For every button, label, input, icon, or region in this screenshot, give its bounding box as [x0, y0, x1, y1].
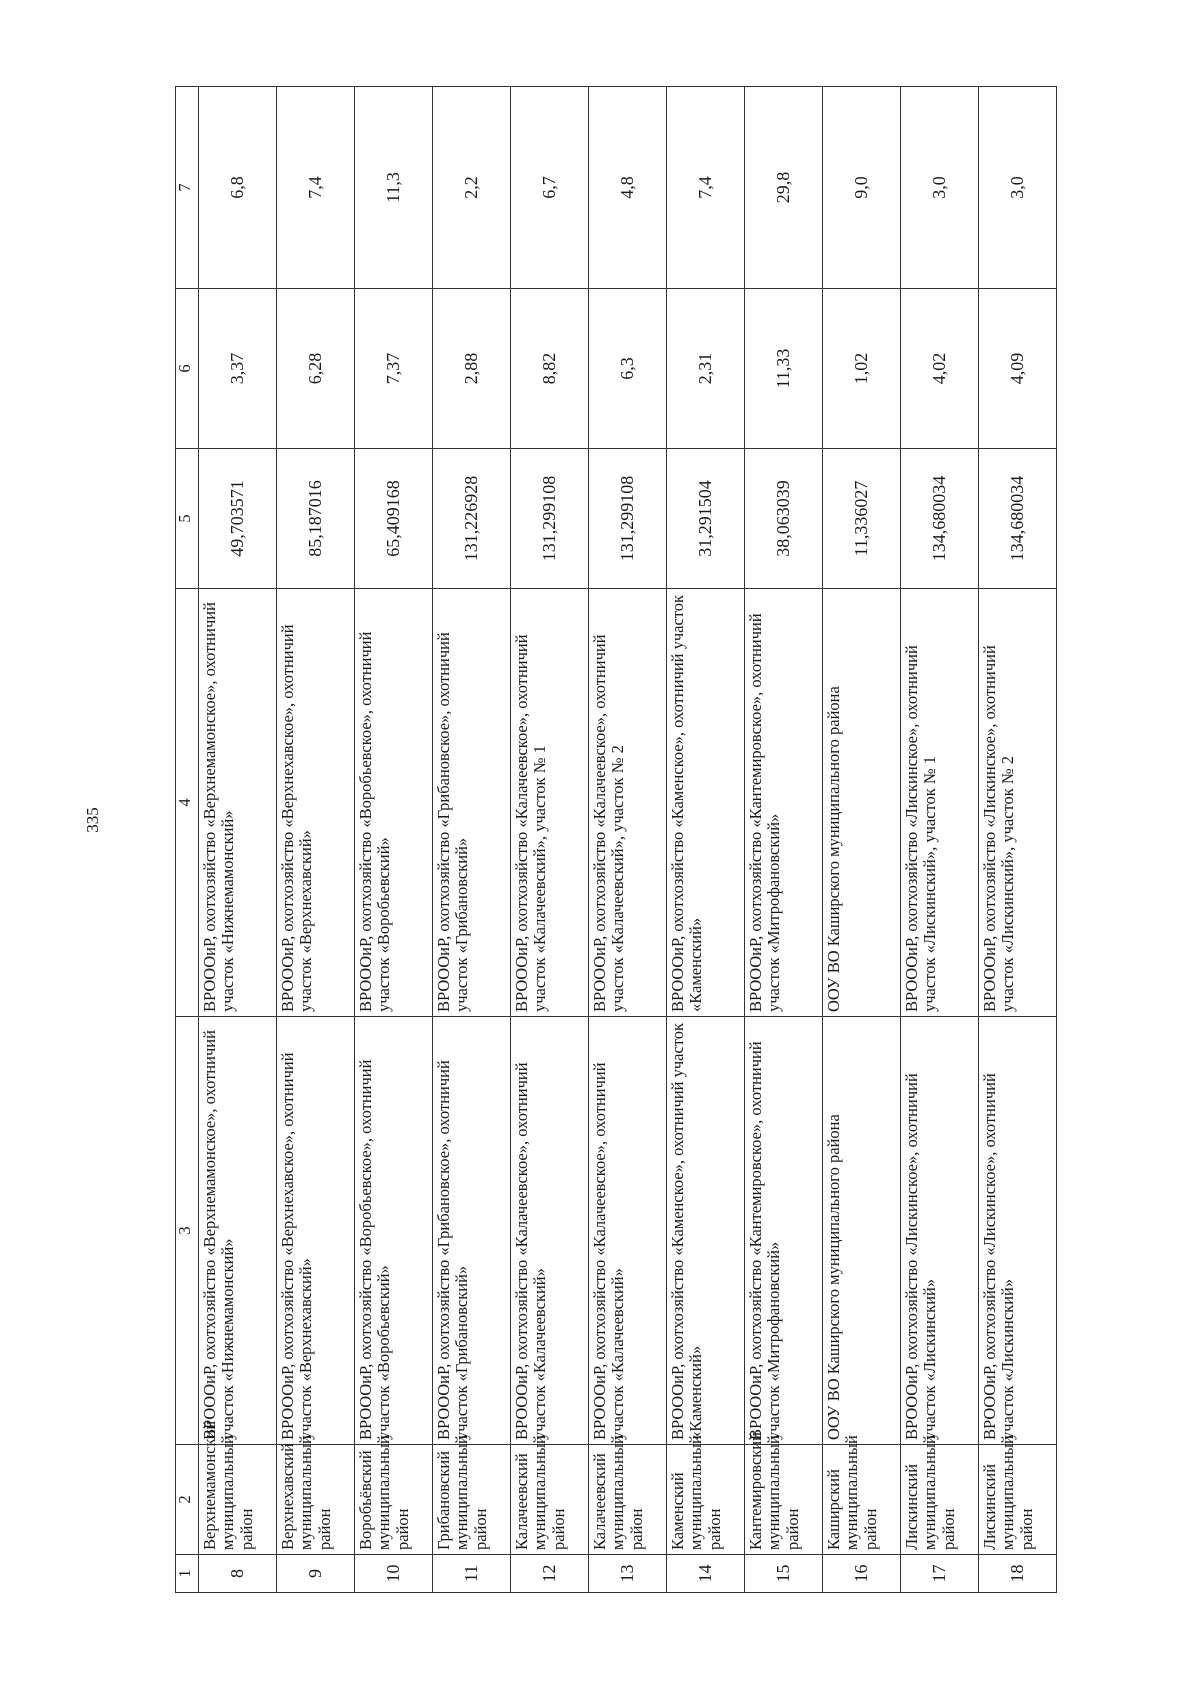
- col6-value-cell: 1,02: [823, 289, 901, 449]
- table-row: [589, 87, 667, 1593]
- table-row: [511, 87, 589, 1593]
- holder-old-cell: ВРОООиР, охотхозяйство «Лискинское», охотничий участок «Лискинский»: [901, 1017, 979, 1445]
- district-cell: Грибановский муниципальный район: [433, 1445, 511, 1555]
- col7-value-cell: 6,7: [511, 87, 589, 289]
- holder-new-cell: ВРОООиР, охотхозяйство «Кантемировское», охотничий участок «Митрофановский»: [745, 589, 823, 1017]
- table-row: [901, 87, 979, 1593]
- district-cell: Каширский муниципальный район: [823, 1445, 901, 1555]
- row-number-cell: 8: [199, 1555, 277, 1593]
- data-table: [175, 86, 1057, 1593]
- holder-new-cell: ВРОООиР, охотхозяйство «Верхнехавское», охотничий участок «Верхнехавский»: [277, 589, 355, 1017]
- col5-value-cell: 49,703571: [199, 449, 277, 589]
- holder-old-cell: ВРОООиР, охотхозяйство «Кантемировское», охотничий участок «Митрофановский»: [745, 1017, 823, 1445]
- row-number-cell: 16: [823, 1555, 901, 1593]
- holder-new-cell: ВРОООиР, охотхозяйство «Калачеевское», охотничий участок «Калачеевский», участок № 2: [589, 589, 667, 1017]
- row-number-cell: 18: [979, 1555, 1057, 1593]
- col7-value-cell: 3,0: [901, 87, 979, 289]
- col5-value-cell: 131,299108: [511, 449, 589, 589]
- district-cell: Каменский муниципальный район: [667, 1445, 745, 1555]
- holder-new-cell: ООУ ВО Каширского муниципального района: [823, 589, 901, 1017]
- holder-new-cell: ВРОООиР, охотхозяйство «Лискинское», охотничий участок «Лискинский», участок № 2: [979, 589, 1057, 1017]
- col7-value-cell: 9,0: [823, 87, 901, 289]
- row-number-cell: 10: [355, 1555, 433, 1593]
- row-number-cell: 9: [277, 1555, 355, 1593]
- col-header-2: 2: [176, 1445, 199, 1555]
- col6-value-cell: 6,28: [277, 289, 355, 449]
- table-rotated-wrapper: [175, 87, 1200, 1593]
- table-row: [745, 87, 823, 1593]
- row-number-cell: 15: [745, 1555, 823, 1593]
- table-body: [199, 87, 1057, 1593]
- district-cell: Калачеевский муниципальный район: [511, 1445, 589, 1555]
- col6-value-cell: 4,09: [979, 289, 1057, 449]
- col6-value-cell: 6,3: [589, 289, 667, 449]
- col-header-5: 5: [176, 449, 199, 589]
- col7-value-cell: 3,0: [979, 87, 1057, 289]
- col-header-4: 4: [176, 589, 199, 1017]
- holder-old-cell: ВРОООиР, охотхозяйство «Калачеевское», охотничий участок «Калачеевский»: [589, 1017, 667, 1445]
- table-row: [355, 87, 433, 1593]
- holder-new-cell: ВРОООиР, охотхозяйство «Верхнемамонское», охотничий участок «Нижнемамонский»: [199, 589, 277, 1017]
- col5-value-cell: 85,187016: [277, 449, 355, 589]
- row-number-cell: 17: [901, 1555, 979, 1593]
- col5-value-cell: 11,336027: [823, 449, 901, 589]
- page-number: 335: [82, 807, 102, 833]
- holder-old-cell: ВРОООиР, охотхозяйство «Верхнемамонское», охотничий участок «Нижнемамонский»: [199, 1017, 277, 1445]
- table-container: [175, 87, 1200, 1583]
- table-row: [199, 87, 277, 1593]
- holder-old-cell: ВРОООиР, охотхозяйство «Лискинское», охотничий участок «Лискинский»: [979, 1017, 1057, 1445]
- col7-value-cell: 6,8: [199, 87, 277, 289]
- row-number-cell: 13: [589, 1555, 667, 1593]
- col-header-7: 7: [176, 87, 199, 289]
- district-cell: Воробьёвский муниципальный район: [355, 1445, 433, 1555]
- col-header-3: 3: [176, 1017, 199, 1445]
- col5-value-cell: 131,226928: [433, 449, 511, 589]
- table-row: [433, 87, 511, 1593]
- col6-value-cell: 4,02: [901, 289, 979, 449]
- district-cell: Калачеевский муниципальный район: [589, 1445, 667, 1555]
- col6-value-cell: 2,31: [667, 289, 745, 449]
- col7-value-cell: 4,8: [589, 87, 667, 289]
- col6-value-cell: 2,88: [433, 289, 511, 449]
- table-row: [823, 87, 901, 1593]
- col5-value-cell: 38,063039: [745, 449, 823, 589]
- col7-value-cell: 7,4: [277, 87, 355, 289]
- col7-value-cell: 29,8: [745, 87, 823, 289]
- col5-value-cell: 65,409168: [355, 449, 433, 589]
- holder-new-cell: ВРОООиР, охотхозяйство «Калачеевское», охотничий участок «Калачеевский», участок № 1: [511, 589, 589, 1017]
- header-row: [176, 87, 199, 1593]
- col7-value-cell: 7,4: [667, 87, 745, 289]
- holder-new-cell: ВРОООиР, охотхозяйство «Грибановское», охотничий участок «Грибановский»: [433, 589, 511, 1017]
- col6-value-cell: 8,82: [511, 289, 589, 449]
- holder-new-cell: ВРОООиР, охотхозяйство «Каменское», охотничий участок «Каменский»: [667, 589, 745, 1017]
- holder-old-cell: ВРОООиР, охотхозяйство «Верхнехавское», охотничий участок «Верхнехавский»: [277, 1017, 355, 1445]
- table-row: [277, 87, 355, 1593]
- district-cell: Верхнехавский муниципальный район: [277, 1445, 355, 1555]
- holder-old-cell: ВРОООиР, охотхозяйство «Грибановское», охотничий участок «Грибановский»: [433, 1017, 511, 1445]
- col5-value-cell: 31,291504: [667, 449, 745, 589]
- col5-value-cell: 134,680034: [979, 449, 1057, 589]
- col5-value-cell: 134,680034: [901, 449, 979, 589]
- holder-new-cell: ВРОООиР, охотхозяйство «Лискинское», охотничий участок «Лискинский», участок № 1: [901, 589, 979, 1017]
- holder-old-cell: ООУ ВО Каширского муниципального района: [823, 1017, 901, 1445]
- district-cell: Лискинский муниципальный район: [979, 1445, 1057, 1555]
- col7-value-cell: 11,3: [355, 87, 433, 289]
- district-cell: Кантемировский муниципальный район: [745, 1445, 823, 1555]
- col6-value-cell: 3,37: [199, 289, 277, 449]
- col-header-6: 6: [176, 289, 199, 449]
- holder-old-cell: ВРОООиР, охотхозяйство «Воробьевское», охотничий участок «Воробьевский»: [355, 1017, 433, 1445]
- col6-value-cell: 11,33: [745, 289, 823, 449]
- row-number-cell: 14: [667, 1555, 745, 1593]
- table-row: [979, 87, 1057, 1593]
- district-cell: Лискинский муниципальный район: [901, 1445, 979, 1555]
- row-number-cell: 11: [433, 1555, 511, 1593]
- col5-value-cell: 131,299108: [589, 449, 667, 589]
- row-number-cell: 12: [511, 1555, 589, 1593]
- table-row: [667, 87, 745, 1593]
- district-cell: Верхнемамонский муниципальный район: [199, 1445, 277, 1555]
- holder-new-cell: ВРОООиР, охотхозяйство «Воробьевское», охотничий участок «Воробьевский»: [355, 589, 433, 1017]
- col7-value-cell: 2,2: [433, 87, 511, 289]
- col-header-1: 1: [176, 1555, 199, 1593]
- holder-old-cell: ВРОООиР, охотхозяйство «Калачеевское», охотничий участок «Калачеевский»: [511, 1017, 589, 1445]
- col6-value-cell: 7,37: [355, 289, 433, 449]
- holder-old-cell: ВРОООиР, охотхозяйство «Каменское», охотничий участок «Каменский»: [667, 1017, 745, 1445]
